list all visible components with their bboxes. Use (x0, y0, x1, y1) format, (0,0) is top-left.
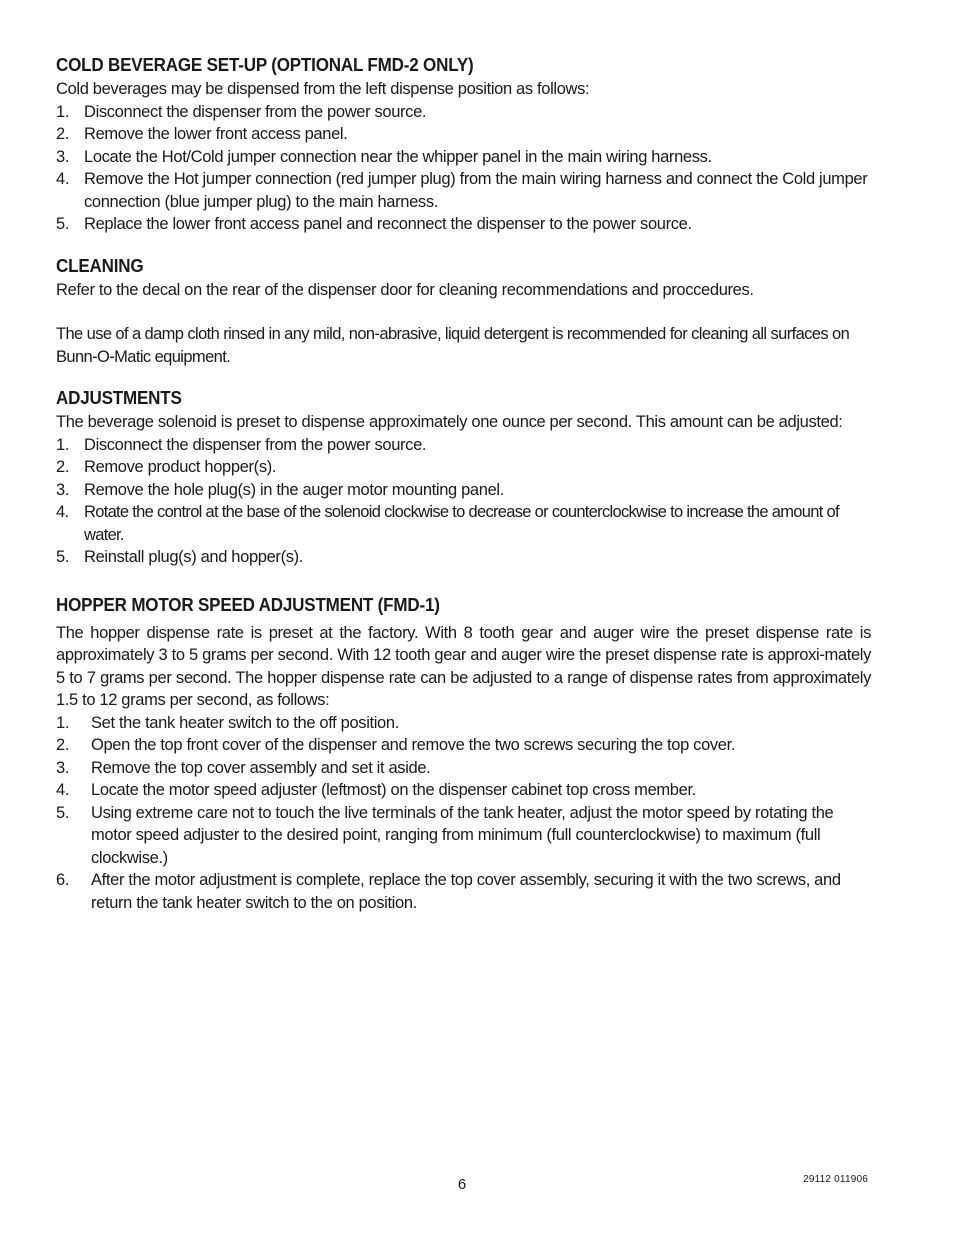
cleaning-paragraph-2: The use of a damp cloth rinsed in any mild, non-abrasive, liquid detergent is recommended for cleaning all surfaces on Bunn-O-Matic equipment. (56, 325, 850, 366)
step-number: 2. (56, 125, 70, 143)
step-text: Set the tank heater switch to the off position. (91, 713, 399, 732)
list-item (56, 869, 871, 914)
list-item (56, 101, 871, 124)
document-code: 29112 011906 (803, 1174, 868, 1185)
list-item (56, 123, 871, 146)
step-text: Remove the lower front access panel. (84, 125, 348, 143)
list-item (56, 479, 871, 502)
list-item (56, 802, 871, 870)
list-item (56, 734, 871, 757)
step-text: After the motor adjustment is complete, replace the top cover assembly, securing it with the two screws, and return the tank heater switch to the on position. (91, 871, 841, 912)
section-hopper-motor-speed (56, 594, 871, 915)
section-heading: COLD BEVERAGE SET-UP (OPTIONAL FMD-2 ONLY) (56, 54, 474, 75)
step-number: 5. (56, 548, 70, 566)
step-number: 4. (56, 781, 70, 799)
list-item (56, 146, 871, 169)
spacer (56, 301, 871, 323)
list-item (56, 779, 871, 802)
step-text: Reinstall plug(s) and hopper(s). (84, 548, 303, 566)
list-item (56, 712, 871, 735)
step-number: 3. (56, 480, 70, 499)
cleaning-paragraph-1: Refer to the decal on the rear of the dispenser door for cleaning recommendations and proccedures. (56, 280, 754, 299)
section-heading: ADJUSTMENTS (56, 387, 182, 408)
step-number: 4. (56, 170, 70, 188)
document-page (56, 54, 871, 914)
page-number: 6 (457, 1176, 467, 1193)
step-number: 2. (56, 458, 70, 476)
list-item (56, 456, 871, 479)
step-number: 5. (56, 803, 70, 822)
section-intro: The hopper dispense rate is preset at the factory. With 8 tooth gear and auger wire the preset dispense rate is approximately 3 to 5 grams per second. With 12 tooth gear and auger wire the preset dispense rate is approxi-mately 5 to 7 grams per second. The hopper dispense rate can be adjusted to a range of dispense rates from approximately 1.5 to 12 grams per second, as follows: (56, 623, 871, 709)
steps-list (56, 712, 871, 915)
step-text: Using extreme care not to touch the live terminals of the tank heater, adjust the motor speed by rotating the motor speed adjuster to the desired point, ranging from minimum (full counterclockwise) to maximum (full clockwise.) (91, 803, 834, 867)
section-intro: The beverage solenoid is preset to dispense approximately one ounce per second. This amount can be adjusted: (56, 413, 843, 431)
section-heading: HOPPER MOTOR SPEED ADJUSTMENT (FMD-1) (56, 593, 440, 615)
list-item (56, 501, 871, 546)
steps-list (56, 434, 871, 569)
step-number: 6. (56, 871, 70, 889)
spacer (56, 368, 871, 387)
section-heading: CLEANING (56, 254, 144, 276)
list-item (56, 213, 871, 236)
spacer (56, 236, 871, 255)
list-item (56, 434, 871, 457)
step-text: Remove product hopper(s). (84, 458, 277, 476)
step-number: 2. (56, 736, 70, 754)
step-text: Locate the motor speed adjuster (leftmost) on the dispenser cabinet top cross member. (91, 781, 696, 799)
step-text: Replace the lower front access panel and reconnect the dispenser to the power source. (84, 215, 692, 233)
list-item (56, 168, 871, 213)
spacer (56, 569, 871, 594)
step-text: Remove the Hot jumper connection (red jumper plug) from the main wiring harness and connect the Cold jumper connection (blue jumper plug) to the main harness. (84, 170, 868, 211)
step-text: Remove the hole plug(s) in the auger motor mounting panel. (84, 480, 504, 499)
step-number: 4. (56, 503, 69, 521)
step-text: Locate the Hot/Cold jumper connection near the whipper panel in the main wiring harness. (84, 147, 712, 166)
step-number: 1. (56, 435, 70, 454)
list-item (56, 546, 871, 569)
step-number: 3. (56, 147, 70, 166)
step-text: Open the top front cover of the dispenser and remove the two screws securing the top cover. (91, 736, 736, 754)
step-number: 1. (56, 102, 70, 121)
step-text: Remove the top cover assembly and set it aside. (91, 758, 431, 777)
step-text: Disconnect the dispenser from the power source. (84, 435, 427, 454)
list-item (56, 757, 871, 780)
section-adjustments (56, 387, 871, 569)
section-cold-beverage (56, 54, 871, 236)
step-number: 1. (56, 713, 70, 732)
step-number: 5. (56, 215, 70, 233)
step-number: 3. (56, 758, 70, 777)
section-intro: Cold beverages may be dispensed from the left dispense position as follows: (56, 80, 590, 98)
step-text: Disconnect the dispenser from the power source. (84, 102, 427, 121)
steps-list (56, 101, 871, 236)
step-text: Rotate the control at the base of the solenoid clockwise to decrease or counterclockwise to increase the amount of water. (84, 503, 839, 544)
section-cleaning (56, 255, 871, 369)
